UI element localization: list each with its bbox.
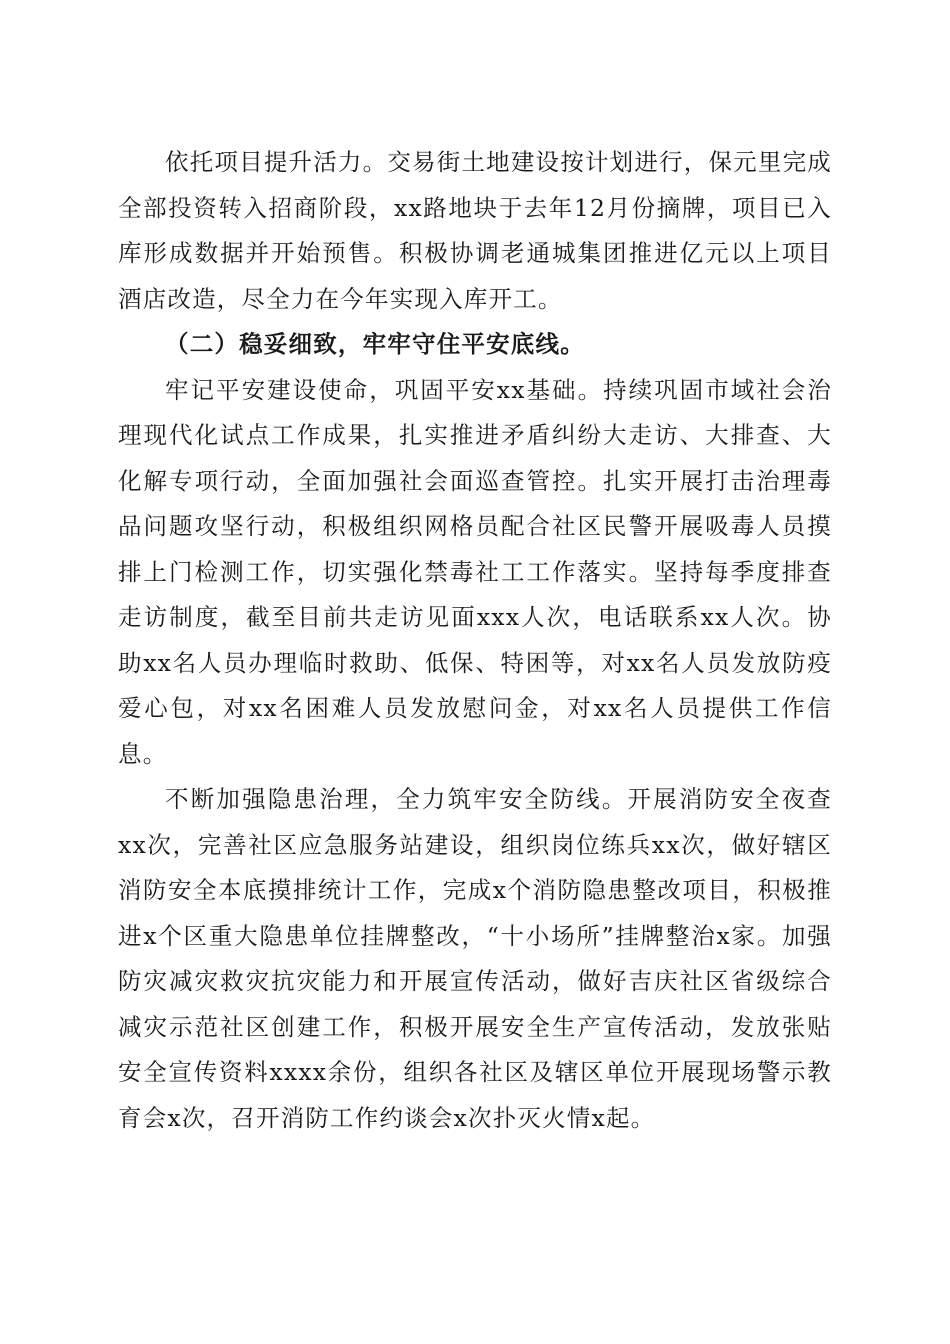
document-body xyxy=(118,140,832,1141)
paragraph-hazard-governance: 不断加强隐患治理，全力筑牢安全防线。开展消防安全夜查xx次，完善社区应急服务站建设，组织岗位练兵xx次，做好辖区消防安全本底摸排统计工作，完成x个消防隐患整改项目，积极推进x个区重大隐患单位挂牌整改，“十小场所”挂牌整治x家。加强防灾减灾救灾抗灾能力和开展宣传活动，做好吉庆社区省级综合减灾示范社区创建工作，积极开展安全生产宣传活动，发放张贴安全宣传资料xxxx余份，组织各社区及辖区单位开展现场警示教育会x次，召开消防工作约谈会x次扑灭火情x起。 xyxy=(118,785,832,1132)
paragraph-safety-construction: 牢记平安建设使命，巩固平安xx基础。持续巩固市域社会治理现代化试点工作成果，扎实推进矛盾纠纷大走访、大排查、大化解专项行动，全面加强社会面巡查管控。扎实开展打击治理毒品问题攻坚行动，积极组织网格员配合社区民警开展吸毒人员摸排上门检测工作，切实强化禁毒社工工作落实。坚持每季度排查走访制度，截至目前共走访见面xxx人次，电话联系xx人次。协助xx名人员办理临时救助、低保、特困等，对xx名人员发放防疫爱心包，对xx名困难人员发放慰问金，对xx名人员提供工作信息。 xyxy=(118,375,832,768)
section-heading-safety: （二）稳妥细致，牢牢守住平安底线。 xyxy=(165,330,585,358)
paragraph-project-vitality: 依托项目提升活力。交易街土地建设按计划进行，保元里完成全部投资转入招商阶段，xx路地块于去年12月份摘牌，项目已入库形成数据并开始预售。积极协调老通城集团推进亿元以上项目酒店改造，尽全力在今年实现入库开工。 xyxy=(118,148,832,313)
